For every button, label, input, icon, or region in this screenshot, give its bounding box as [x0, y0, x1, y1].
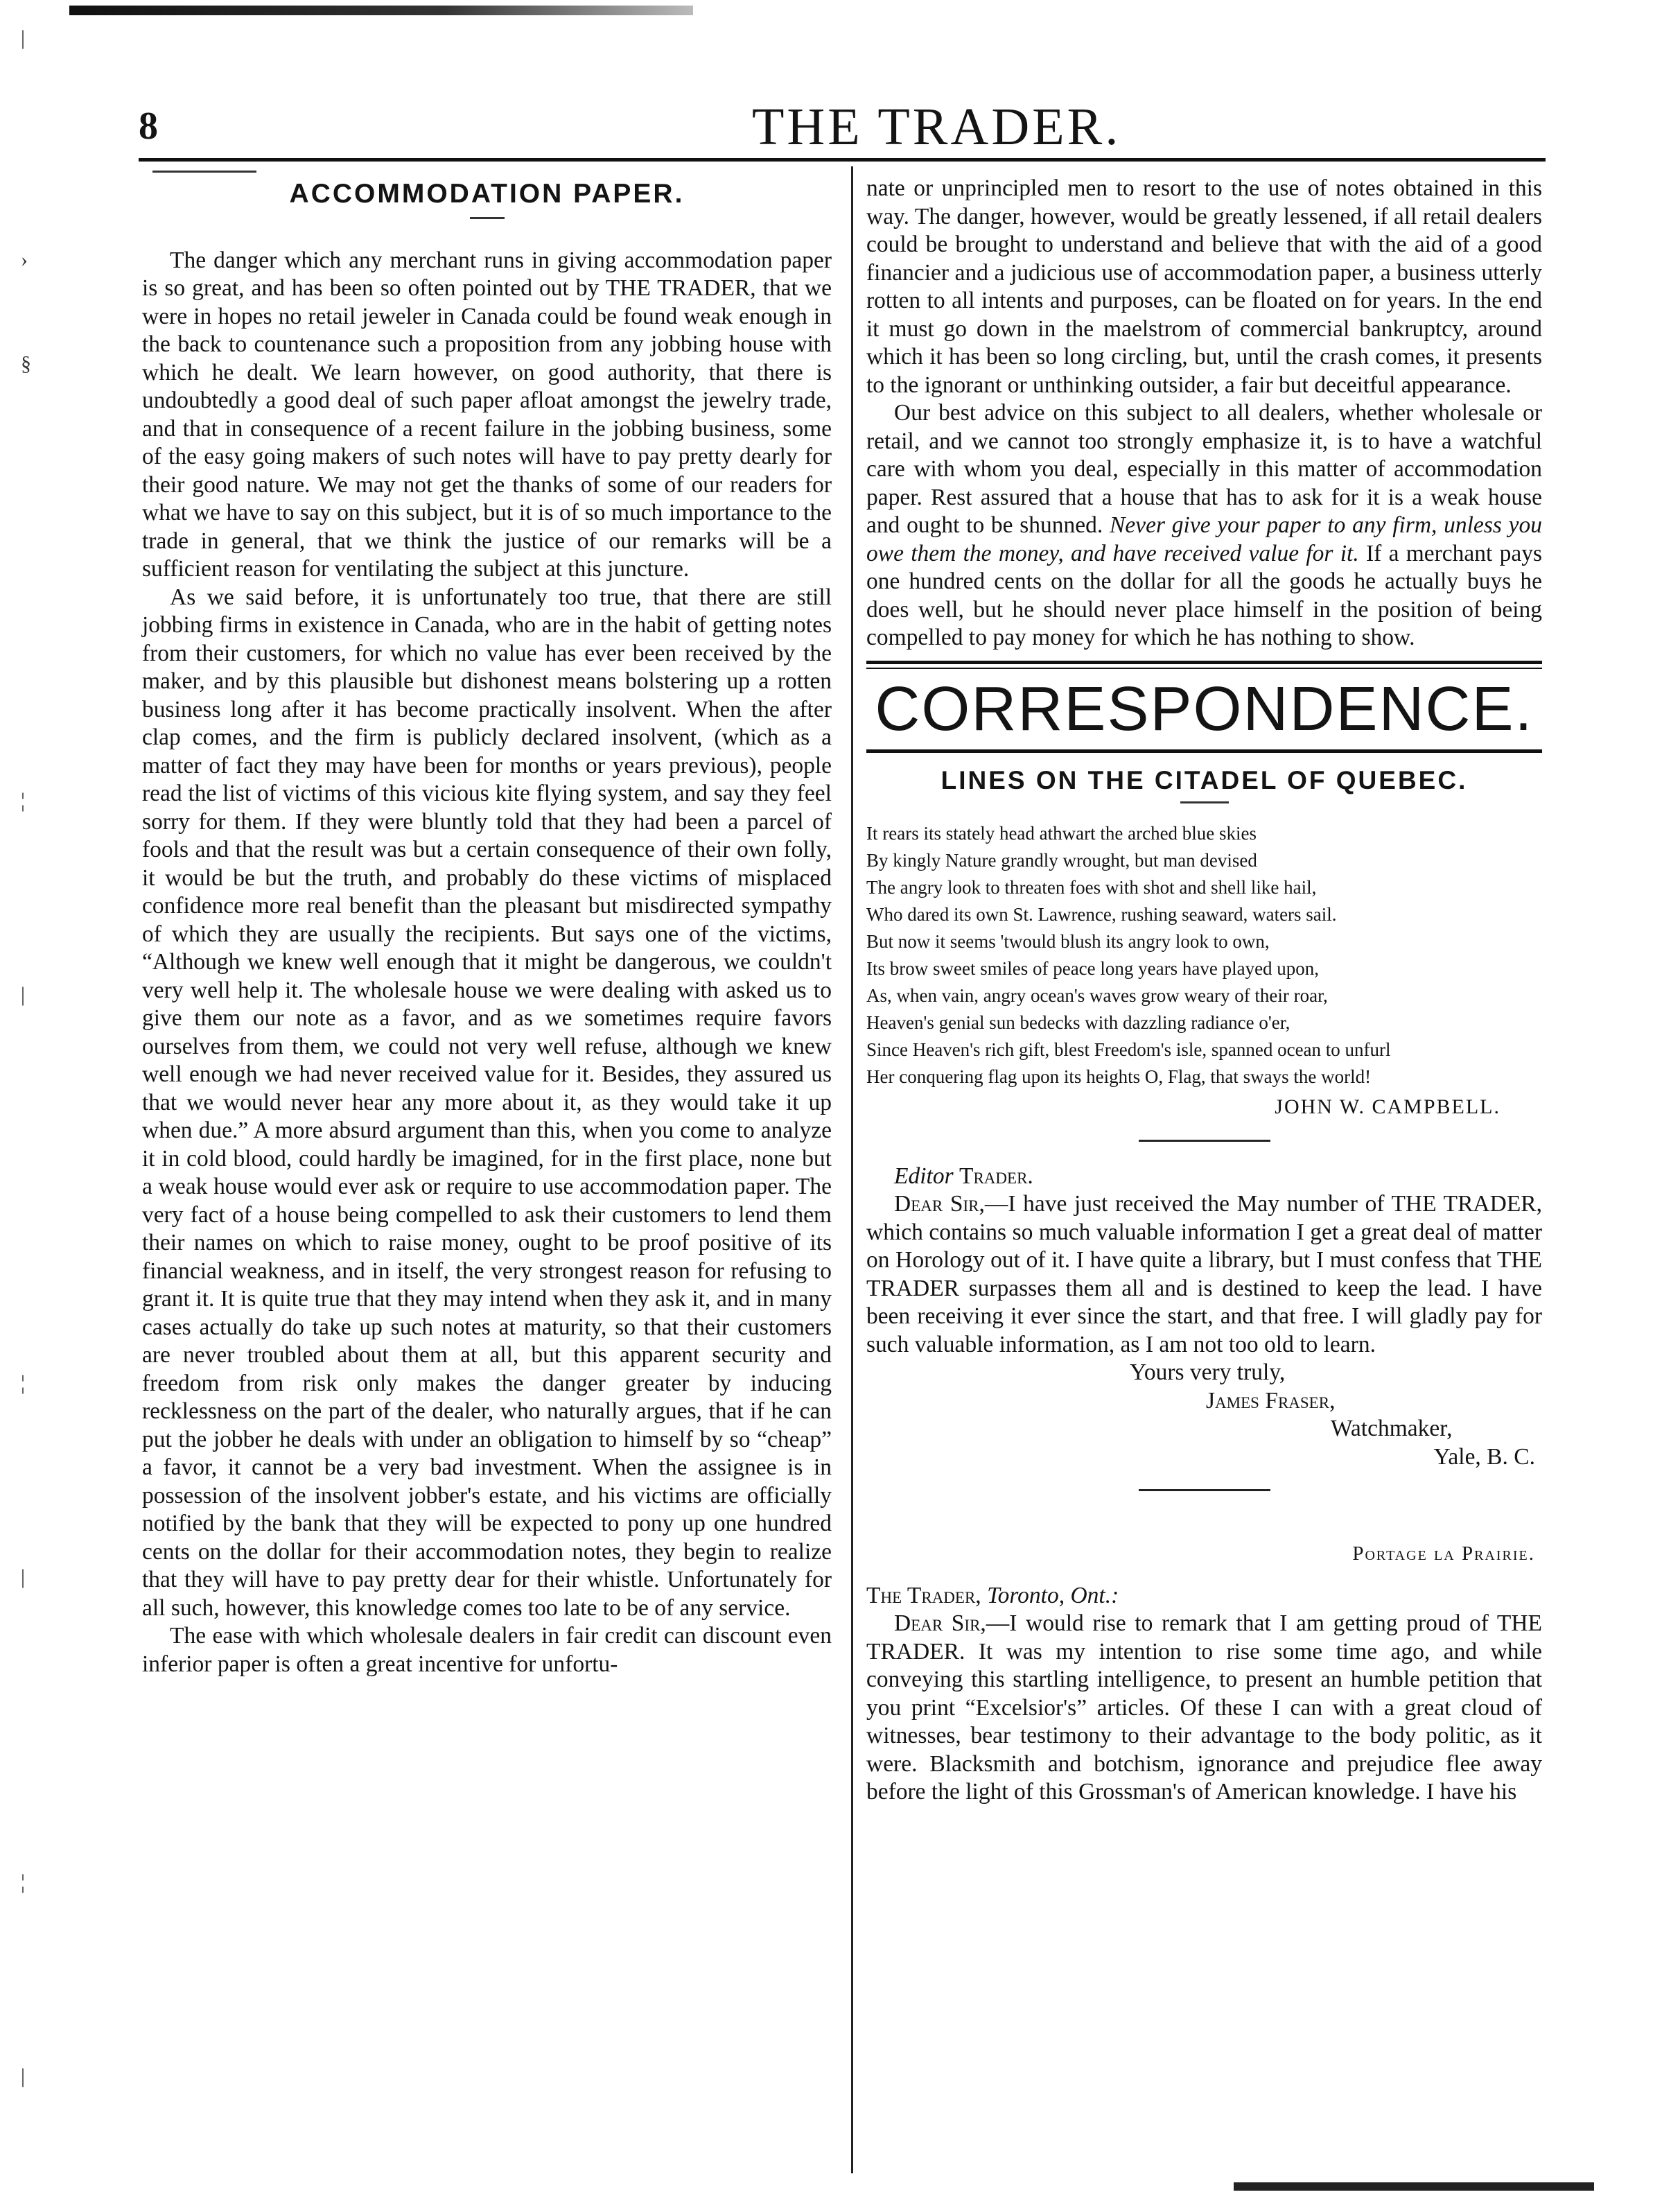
poem-line: Heaven's genial sun bedecks with dazzling radiance o'er, — [866, 1012, 1290, 1033]
poem-line: It rears its stately head athwart the arched blue skies — [866, 823, 1257, 844]
page-number: 8 — [139, 105, 158, 148]
article-paragraph: The danger which any merchant runs in giving accommodation paper is so great, and has been so often pointed out by THE TRADER, that we were in hopes no retail jeweler in Canada could be found weak enough in the back to countenance such a proposition from any jobbing house with which he dealt. We learn however, on good authority, that there is undoubtedly a good deal of such paper afloat amongst the jewelry trade, and that in consequence of a recent failure in the jobbing business, some of the easy going makers of such notes will have to pay pretty dearly for their good nature. We may not get the thanks of some of our readers for what we have to say on this subject, but it is of so much importance to the trade in general, that we think the justice of our remarks will be a sufficient reason for ventilating the subject at this juncture. — [142, 247, 832, 582]
article-paragraph: The ease with which wholesale dealers in fair credit can discount even inferior paper is often a great incentive for unfortu- — [142, 1623, 832, 1677]
poem-line: Its brow sweet smiles of peace long years have played upon, — [866, 958, 1320, 979]
letter-body — [866, 1610, 1542, 1807]
letter-text: —I have just received the May number of THE TRADER, which contains so much valuable information I get a great deal of matter on Horology out of it. I have quite a library, but I must confess that THE TRADER surpasses them all and is destined to keep the lead. I have been receiving it ever since the start, and that free. I will gladly pay for such valuable information, as I am not too old to learn. — [866, 1191, 1542, 1357]
letter-divider — [1139, 1140, 1270, 1142]
letter-address-city: Toronto, Ont.: — [987, 1582, 1119, 1608]
letter-signature: James Fraser, — [1206, 1387, 1336, 1414]
letter-address-name: The Trader, — [866, 1582, 981, 1608]
right-column — [866, 175, 1542, 1807]
advice-text-end: If a merchant pays one hundred cents on the dollar for all the goods he actually buys he does well, but he should never place himself in the position of being compelled to pay money for which he has nothing to show. — [866, 540, 1543, 650]
poem-author: JOHN W. CAMPBELL. — [1275, 1095, 1500, 1118]
letter-dateline: Portage la Prairie. — [1352, 1542, 1535, 1565]
letter-address — [866, 1582, 1542, 1610]
letter-divider — [1139, 1489, 1270, 1491]
column-divider — [851, 166, 853, 2173]
scan-edge-bottom — [1234, 2182, 1594, 2191]
poem-line: Since Heaven's rich gift, blest Freedom's isle, spanned ocean to unfurl — [866, 1039, 1391, 1060]
poem-line: Her conquering flag upon its heights O, Flag, that sways the world! — [866, 1066, 1372, 1087]
article-title: ACCOMMODATION PAPER. — [289, 179, 685, 209]
letter-location: Yale, B. C. — [1433, 1443, 1535, 1470]
letter-body — [866, 1190, 1542, 1359]
advice-emphasis: Never give your paper to any firm, unless you owe them the money, and have received value for it. — [866, 512, 1543, 566]
poem-line: By kingly Nature grandly wrought, but man devised — [866, 850, 1257, 871]
advice-text: Our best advice on this subject to all dealers, whether wholesale or retail, and we cannot too strongly emphasize it, is to have a watchful care with whom you deal, especially in this matter of accommodation paper. Rest assured that a house that has to ask for it is a weak house and ought to be shunned. — [866, 400, 1542, 538]
section-heading: CORRESPONDENCE. — [875, 674, 1534, 744]
poem-line: As, when vain, angry ocean's waves grow weary of their roar, — [866, 985, 1328, 1006]
poem-line: Who dared its own St. Lawrence, rushing seaward, waters sail. — [866, 904, 1337, 925]
left-column — [142, 175, 832, 1678]
poem-line: But now it seems 'twould blush its angry look to own, — [866, 931, 1270, 952]
letter-salutation: Dear Sir, — [894, 1191, 985, 1217]
letter-closing: Yours very truly, — [1130, 1359, 1286, 1385]
letter-address-name: Trader. — [959, 1163, 1033, 1189]
header-rule-accent — [152, 171, 256, 173]
poem-line: The angry look to threaten foes with shot and shell like hail, — [866, 877, 1317, 898]
masthead-title: THE TRADER. — [752, 98, 1121, 156]
header-rule — [139, 158, 1546, 162]
letter-address — [866, 1163, 1542, 1191]
article-advice — [866, 399, 1542, 652]
letter-address-editor: Editor — [894, 1163, 954, 1189]
article-paragraph: As we said before, it is unfortunately too true, that there are still jobbing firms in existence in Canada, who are in the habit of getting notes from their customers, for which no value has ever been received by the maker, and by this plausible but dishonest means bolstering up a rotten business long after it has become practically insolvent. When the after clap comes, and the firm is publicly declared insolvent, (which as a matter of fact they may have been for months or years previous), people read the list of victims of this vicious kite flying system, and say they feel sorry for them. If they were bluntly told that they had been a parcel of fools and that the result was but a certain consequence of their own folly, it would be but the truth, and probably do these victims of misplaced confidence more real benefit than the pleasant but misdirected sympathy of which they are usually the recipients. But says one of the victims, “Although we knew well enough that it might be dangerous, we couldn't very well help it. The wholesale house we were dealing with asked us to give them our note as a favor, and as we sometimes require favors ourselves from them, we could not very well refuse, although we knew well enough we had never received value for it. Besides, they assured us that we would never hear any more about it, as they would take it up when due.” A more absurd argument than this, when you come to analyze it in cold blood, could hardly be imagined, for in the first place, none but a weak house would ever ask or require to use accommodation paper. The very fact of a house being compelled to ask their customers to lend them their names on which to raise money, ought to be proof positive of its financial weakness, and in itself, the very strongest reason for refusing to grant it. It is quite true that they may intend when they ask it, and in many cases actually do take up such notes at maturity, so that their customers are never troubled about them at all, but this apparent security and freedom from risk only makes the danger greater by inducing recklessness on the part of the dealer, who naturally argues, that if he can put the jobber he deals with under an obligation to himself by so “cheap” a favor, it cannot be a very bad investment. When the assignee is in possession of the insolvent jobber's estate, and his victims are officially notified by the bank that they will be expected to pony up one hundred cents on the dollar for their accommodation notes, they begin to realize that they will have to pay pretty dear for their whistle. Unfortunately for all such, however, this knowledge comes too late to be of any service. — [142, 584, 832, 1621]
article-continuation: nate or unprincipled men to resort to the use of notes obtained in this way. The danger, however, would be greatly lessened, if all retail dealers could be brought to understand and believe that with the aid of a good financier and a judicious use of accommodation paper, a business utterly rotten to all intents and purposes, can be floated on for years. In the end it must go down in the maelstrom of commercial bankruptcy, around which it has been so long circling, but, until the crash comes, it presents to the ignorant or unthinking outsider, a fair but deceitful appearance. — [866, 175, 1542, 398]
poem-title-rule — [1180, 801, 1229, 803]
poem-title: LINES ON THE CITADEL OF QUEBEC. — [940, 765, 1468, 794]
section-rule — [866, 661, 1542, 669]
section-rule — [866, 749, 1542, 753]
margin-scan-marks: | › § ¦ | ¦ | ¦ | — [21, 26, 31, 2087]
scan-edge-top — [69, 6, 693, 15]
title-rule — [470, 217, 505, 219]
letter-signature-block — [866, 1359, 1542, 1471]
letter-salutation: Dear Sir, — [894, 1610, 986, 1636]
letter-occupation: Watchmaker, — [1331, 1416, 1453, 1441]
letter-text: —I would rise to remark that I am getting proud of THE TRADER. It was my intention to rise some time ago, and while conveying this startling intelligence, to present an humble petition that you print “Excelsior's” articles. Of these I can with a great cloud of witnesses, bear testimony to their advantage to the body politic, as it were. Blacksmith and botchism, ignorance and prejudice flee away before the light of this Grossman's of American knowledge. I have his — [866, 1610, 1542, 1805]
poem — [866, 820, 1542, 1090]
